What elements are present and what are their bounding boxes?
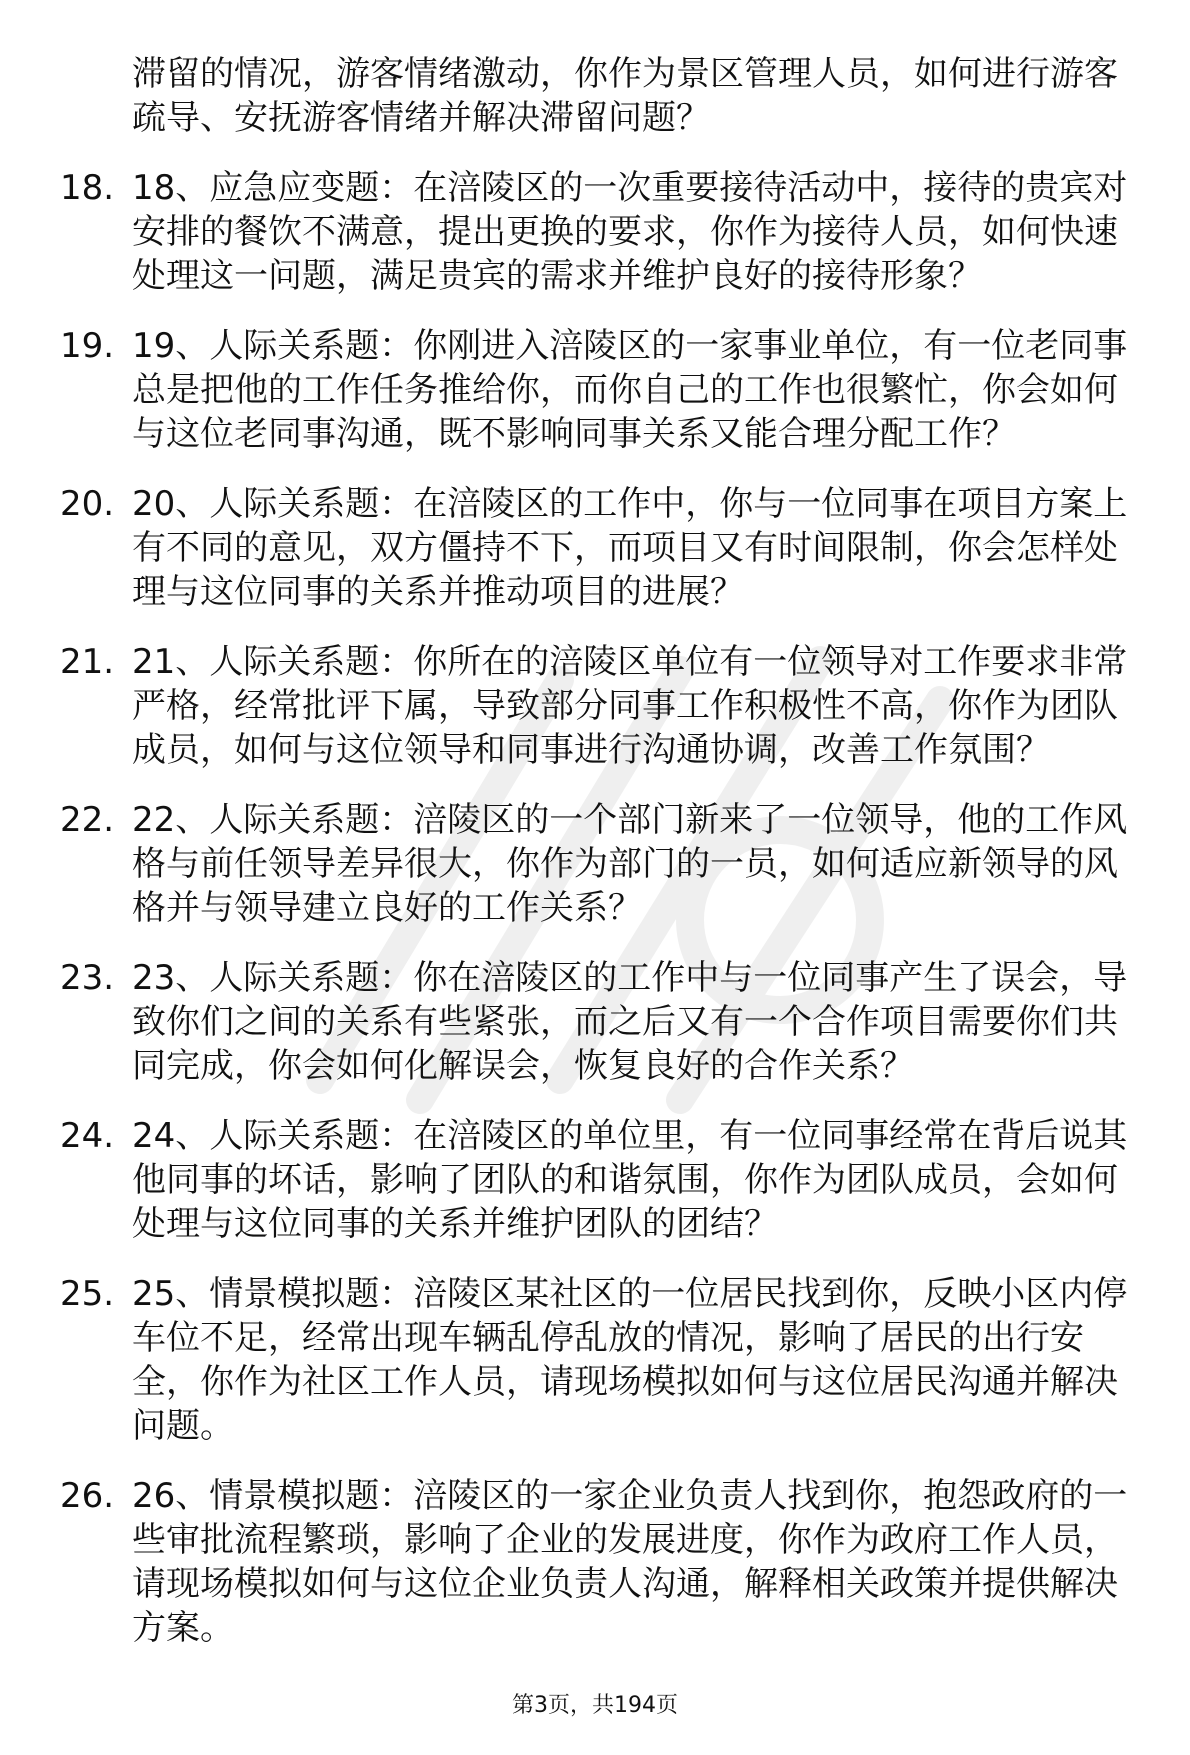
list-item	[60, 166, 1150, 298]
question-text: 22、人际关系题：涪陵区的一个部门新来了一位领导，他的工作风格与前任领导差异很大，你作为部门的一员，如何适应新领导的风格并与领导建立良好的工作关系？	[132, 800, 1128, 928]
question-list	[60, 52, 1150, 1676]
question-number: 26.	[60, 1476, 115, 1516]
list-item	[60, 640, 1150, 772]
question-text: 24、人际关系题：在涪陵区的单位里，有一位同事经常在背后说其他同事的坏话，影响了团队的和谐氛围，你作为团队成员，会如何处理与这位同事的关系并维护团队的团结？	[132, 1116, 1128, 1244]
list-item	[60, 1114, 1150, 1246]
list-item	[60, 324, 1150, 456]
list-item	[60, 1474, 1150, 1650]
question-text: 21、人际关系题：你所在的涪陵区单位有一位领导对工作要求非常严格，经常批评下属，导致部分同事工作积极性不高，你作为团队成员，如何与这位领导和同事进行沟通协调，改善工作氛围？	[132, 642, 1128, 770]
question-number: 19.	[60, 326, 115, 366]
question-text: 25、情景模拟题：涪陵区某社区的一位居民找到你，反映小区内停车位不足，经常出现车辆乱停乱放的情况，影响了居民的出行安全，你作为社区工作人员，请现场模拟如何与这位居民沟通并解决问题。	[132, 1274, 1128, 1446]
list-item	[60, 956, 1150, 1088]
continuation-text: 滞留的情况，游客情绪激动，你作为景区管理人员，如何进行游客疏导、安抚游客情绪并解决滞留问题？	[132, 54, 1118, 138]
question-text: 18、应急应变题：在涪陵区的一次重要接待活动中，接待的贵宾对安排的餐饮不满意，提出更换的要求，你作为接待人员，如何快速处理这一问题，满足贵宾的需求并维护良好的接待形象？	[132, 168, 1128, 296]
question-number: 25.	[60, 1274, 115, 1314]
question-number: 21.	[60, 642, 115, 682]
question-text: 26、情景模拟题：涪陵区的一家企业负责人找到你，抱怨政府的一些审批流程繁琐，影响了企业的发展进度，你作为政府工作人员，请现场模拟如何与这位企业负责人沟通，解释相关政策并提供解决方案。	[132, 1476, 1128, 1648]
question-number: 20.	[60, 484, 115, 524]
question-text: 20、人际关系题：在涪陵区的工作中，你与一位同事在项目方案上有不同的意见，双方僵持不下，而项目又有时间限制，你会怎样处理与这位同事的关系并推动项目的进展？	[132, 484, 1128, 612]
question-number: 22.	[60, 800, 115, 840]
list-item	[60, 798, 1150, 930]
list-item	[60, 482, 1150, 614]
page-footer: 第3页，共194页	[512, 1693, 678, 1718]
question-text: 19、人际关系题：你刚进入涪陵区的一家事业单位，有一位老同事总是把他的工作任务推给你，而你自己的工作也很繁忙，你会如何与这位老同事沟通，既不影响同事关系又能合理分配工作？	[132, 326, 1128, 454]
list-item	[60, 1272, 1150, 1448]
question-text: 23、人际关系题：你在涪陵区的工作中与一位同事产生了误会，导致你们之间的关系有些紧张，而之后又有一个合作项目需要你们共同完成，你会如何化解误会，恢复良好的合作关系？	[132, 958, 1128, 1086]
question-number: 18.	[60, 168, 115, 208]
question-number: 24.	[60, 1116, 115, 1156]
question-number: 23.	[60, 958, 115, 998]
